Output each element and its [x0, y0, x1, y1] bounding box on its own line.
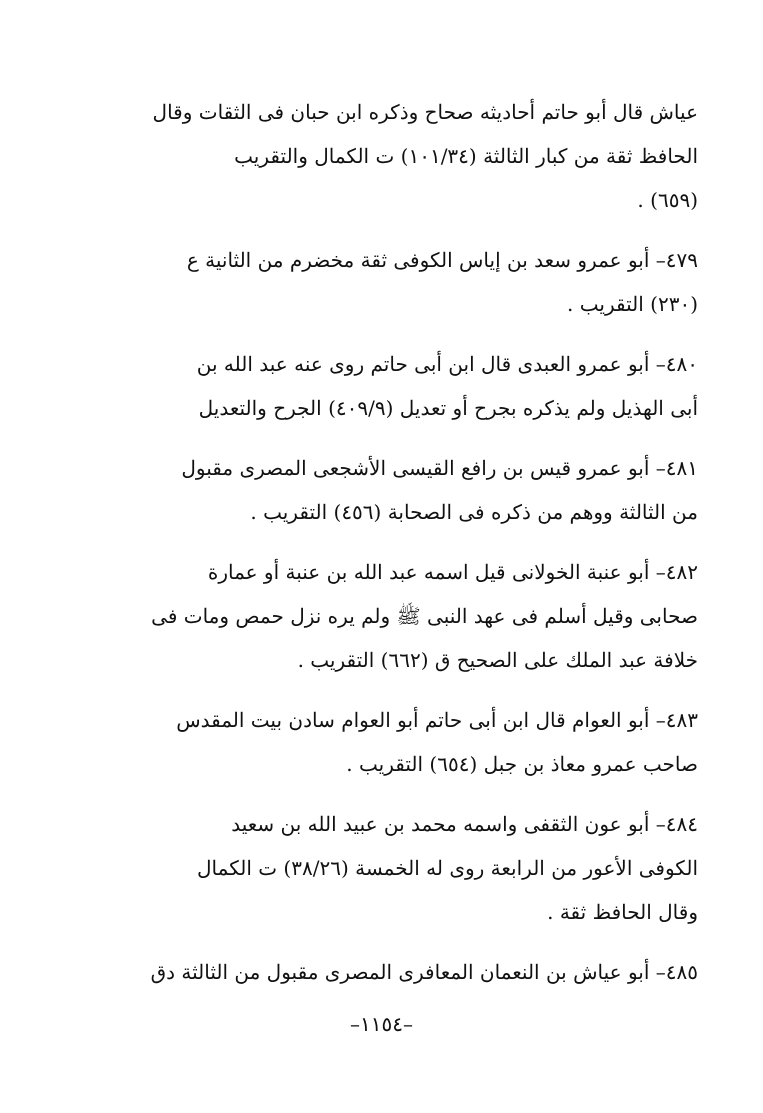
text-line: ٤٨٣– أبو العوام قال ابن أبى حاتم أبو العوام سادن بيت المقدس: [176, 708, 698, 732]
text-line: (٢٣٠) التقريب .: [567, 292, 698, 316]
text-line: أبى الهذيل ولم يذكره بجرح أو تعديل (٤٠٩/٩) الجرح والتعديل: [198, 396, 698, 420]
text-line: ٤٨١– أبو عمرو قيس بن رافع القيسى الأشجعى المصرى مقبول: [181, 456, 698, 480]
text-line: خلافة عبد الملك على الصحيح ق (٦٦٢) التقريب .: [297, 648, 698, 672]
entry-continuation: [100, 90, 698, 222]
entry-479: [100, 238, 698, 326]
text-line: ٤٧٩– أبو عمرو سعد بن إياس الكوفى ثقة مخضرم من الثانية ع: [186, 248, 698, 272]
page-number: –١١٥٤–: [350, 1012, 413, 1036]
entry-482: [100, 550, 698, 682]
text-line: (٦٥٩) .: [637, 188, 698, 212]
text-line: من الثالثة ووهم من ذكره فى الصحابة (٤٥٦) التقريب .: [250, 500, 698, 524]
text-line: ٤٨٢– أبو عنبة الخولانى قيل اسمه عبد الله بن عنبة أو عمارة: [207, 560, 698, 584]
text-line: صحابى وقيل أسلم فى عهد النبى ﷺ ولم يره نزل حمص ومات فى: [151, 604, 698, 628]
text-line: ٤٨٤– أبو عون الثقفى واسمه محمد بن عبيد الله بن سعيد: [231, 812, 698, 836]
entry-483: [100, 698, 698, 786]
text-line: وقال الحافظ ثقة .: [547, 900, 698, 924]
text-line: ٤٨٥– أبو عياش بن النعمان المعافرى المصرى مقبول من الثالثة دق: [150, 960, 698, 984]
text-line: ٤٨٠– أبو عمرو العبدى قال ابن أبى حاتم روى عنه عبد الله بن: [196, 352, 698, 376]
page-body: [100, 90, 698, 1010]
entry-484: [100, 802, 698, 934]
text-line: الحافظ ثقة من كبار الثالثة (١٠١/٣٤) ت الكمال والتقريب: [234, 144, 698, 168]
entry-485: [100, 950, 698, 994]
entry-480: [100, 342, 698, 430]
entry-481: [100, 446, 698, 534]
text-line: الكوفى الأعور من الرابعة روى له الخمسة (٣٨/٢٦) ت الكمال: [197, 856, 698, 880]
text-line: عياش قال أبو حاتم أحاديثه صحاح وذكره ابن حبان فى الثقات وقال: [152, 100, 698, 124]
text-line: صاحب عمرو معاذ بن جبل (٦٥٤) التقريب .: [346, 752, 698, 776]
